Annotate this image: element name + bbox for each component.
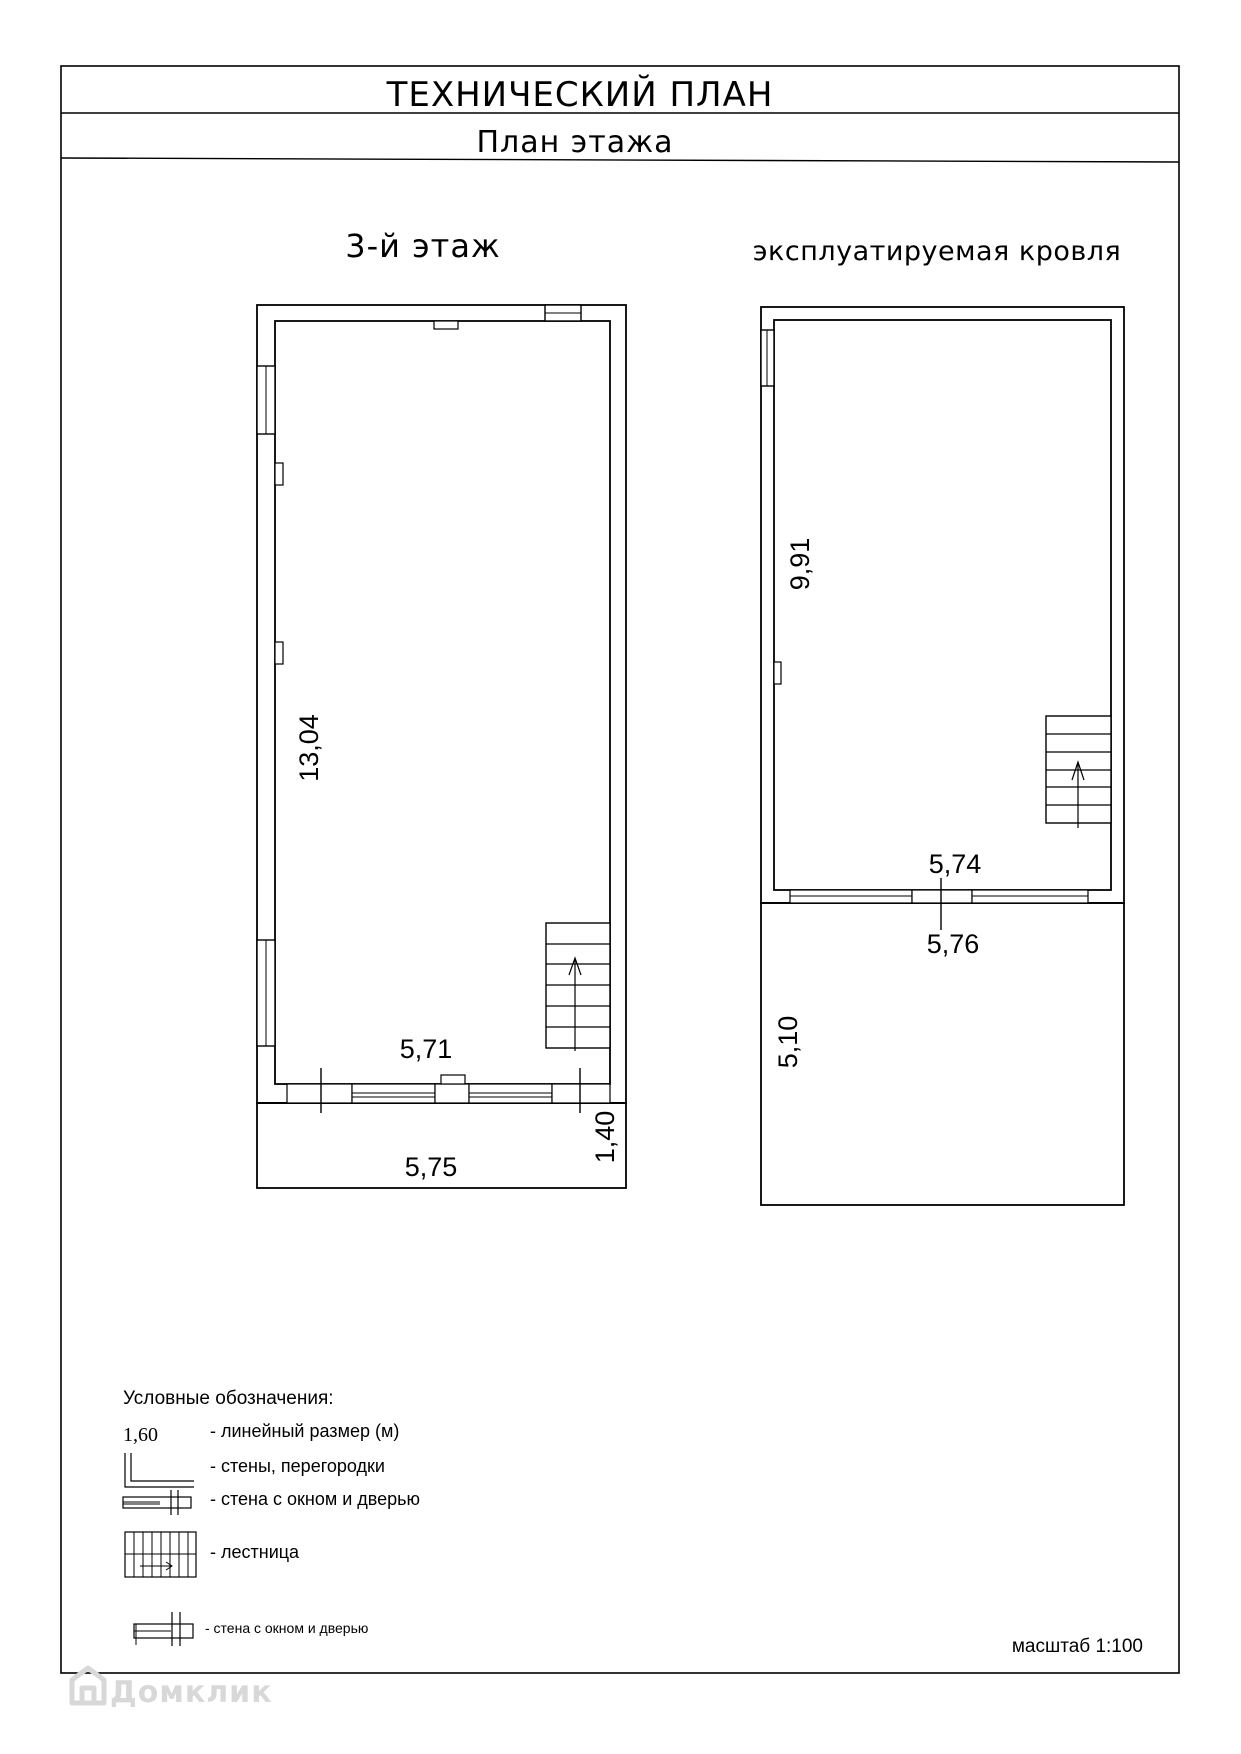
floor3-left-window-1 — [257, 366, 275, 434]
floor3-stairs — [546, 923, 610, 1051]
legend-item-stairs: - лестница — [210, 1542, 300, 1562]
watermark-text: Домклик — [110, 1675, 273, 1710]
legend-item-walls: - стены, перегородки — [210, 1456, 385, 1476]
legend-item-dimension: - линейный размер (м) — [210, 1421, 400, 1441]
sheet-subtitle: План этажа — [476, 125, 674, 160]
legend-walls-symbol — [125, 1453, 194, 1487]
roof-left-window — [761, 330, 774, 386]
roof-title: эксплуатируемая кровля — [752, 236, 1122, 267]
floor3-title: 3-й этаж — [345, 227, 501, 265]
floor3-bottom-openings — [287, 1068, 610, 1113]
floor3-left-niche-2 — [275, 642, 283, 664]
roof-dim-height: 9,91 — [785, 537, 815, 591]
floor3-dim-inner-width: 5,71 — [399, 1034, 453, 1064]
floor3-dim-balcony: 1,40 — [590, 1110, 620, 1164]
sheet-title: ТЕХНИЧЕСКИЙ ПЛАН — [386, 75, 774, 115]
scale-label: масштаб 1:100 — [1011, 1636, 1143, 1657]
roof-bottom-openings — [790, 878, 1088, 930]
legend-stairs-symbol — [125, 1532, 196, 1577]
floor3-top-niche — [434, 321, 458, 329]
legend-item-wall-window-door-alt: - стена с окном и дверью — [205, 1620, 369, 1636]
roof-stairs — [1046, 716, 1111, 828]
roof-plan — [753, 236, 1124, 1205]
roof-left-niche — [774, 662, 781, 684]
floor3-dim-outer-width: 5,75 — [404, 1152, 458, 1182]
floor3-top-window — [545, 305, 581, 321]
floor3-left-niche-1 — [275, 463, 283, 485]
domclick-watermark — [72, 1668, 273, 1710]
legend-item-wall-window-door: - стена с окном и дверью — [210, 1489, 421, 1509]
roof-dim-outer-width: 5,76 — [926, 929, 980, 959]
legend-title: Условные обозначения: — [123, 1388, 334, 1409]
floor3-dim-height: 13,04 — [294, 714, 324, 782]
roof-dim-inner-width: 5,74 — [928, 849, 982, 879]
legend — [123, 1388, 420, 1646]
legend-wall-window-door-symbol — [123, 1490, 191, 1515]
floor3-left-window-2 — [257, 940, 275, 1046]
roof-dim-terrace: 5,10 — [773, 1015, 803, 1069]
legend-dimension-sample: 1,60 — [123, 1424, 158, 1446]
floor3-plan — [257, 227, 626, 1188]
legend-wall-window-door-alt-symbol — [134, 1612, 193, 1646]
